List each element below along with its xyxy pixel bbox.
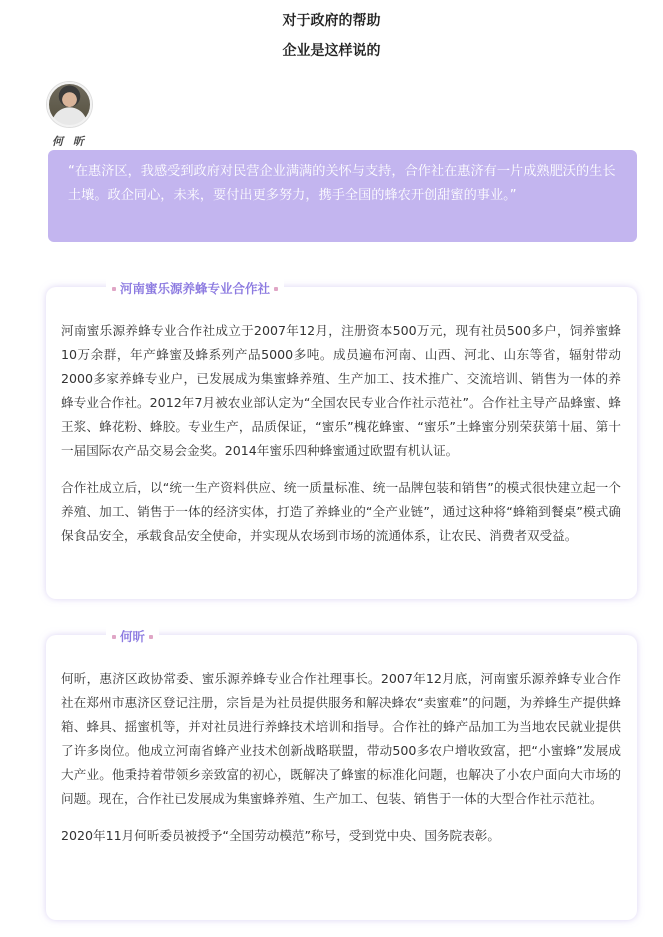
section-label-text: 何昕 [120,629,146,644]
speaker-name: 何 昕 [52,135,87,148]
paragraph: 河南蜜乐源养蜂专业合作社成立于2007年12月，注册资本500万元，现有社员500多户，饲养蜜蜂10万余群，年产蜂蜜及蜂系列产品5000多吨。成员遍布河南、山西、河北、山东等省，辐射带动2000多家养蜂专业户，已发展成为集蜜蜂养殖、生产加工、技术推广、交流培训、销售为一体的养蜂专业合作社。2012年7月被农业部认定为“全国农民专业合作社示范社”。合作社主导产品蜂蜜、蜂王浆、蜂花粉、蜂胶。专业生产，品质保证，“蜜乐”槐花蜂蜜、“蜜乐”土蜂蜜分别荣获第十届、第十一届国际农产品交易会金奖。2014年蜜乐四种蜂蜜通过欧盟有机认证。 [61,323,621,458]
avatar [47,82,92,127]
paragraph: 合作社成立后，以“统一生产资料供应、统一质量标准、统一品牌包装和销售”的模式很快建立起一个养殖、加工、销售于一体的经济实体，打造了养蜂业的“全产业链”，通过这种将“蜂箱到餐桌”模式确保食品安全，承载食品安全使命，并实现从农场到市场的流通体系，让农民、消费者双受益。 [61,480,621,543]
cooperative-card [46,281,637,599]
quote-text: “在惠济区，我感受到政府对民营企业满满的关怀与支持，合作社在惠济有一片成熟肥沃的生长土壤。政企同心，未来，要付出更多努力，携手全国的蜂农开创甜蜜的事业。” [68,164,616,203]
section-label-text: 河南蜜乐源养蜂专业合作社 [120,281,271,296]
bullet-icon [112,287,116,291]
section-label [106,277,284,301]
page-title: 对于政府的帮助 [282,13,381,29]
quote-box [48,150,637,242]
bullet-icon [274,287,278,291]
section-label [106,625,159,649]
page-subtitle: 企业是这样说的 [282,43,381,59]
paragraph: 何昕，惠济区政协常委、蜜乐源养蜂专业合作社理事长。2007年12月底，河南蜜乐源养蜂专业合作社在郑州市惠济区登记注册，宗旨是为社员提供服务和解决蜂农“卖蜜难”的问题，为养蜂生产提供蜂箱、蜂具、摇蜜机等，并对社员进行养蜂技术培训和指导。合作社的蜂产品加工为当地农民就业提供了许多岗位。他成立河南省蜂产业技术创新战略联盟，带动500多农户增收致富，把“小蜜蜂”发展成大产业。他秉持着带领乡亲致富的初心，既解决了蜂蜜的标准化问题，也解决了小农户面向大市场的问题。现在，合作社已发展成为集蜜蜂养殖、生产加工、包装、销售于一体的大型合作社示范社。 [61,671,621,806]
person-card [46,629,637,920]
bullet-icon [149,635,153,639]
paragraph: 2020年11月何昕委员被授予“全国劳动模范”称号，受到党中央、国务院表彰。 [61,828,500,843]
bullet-icon [112,635,116,639]
